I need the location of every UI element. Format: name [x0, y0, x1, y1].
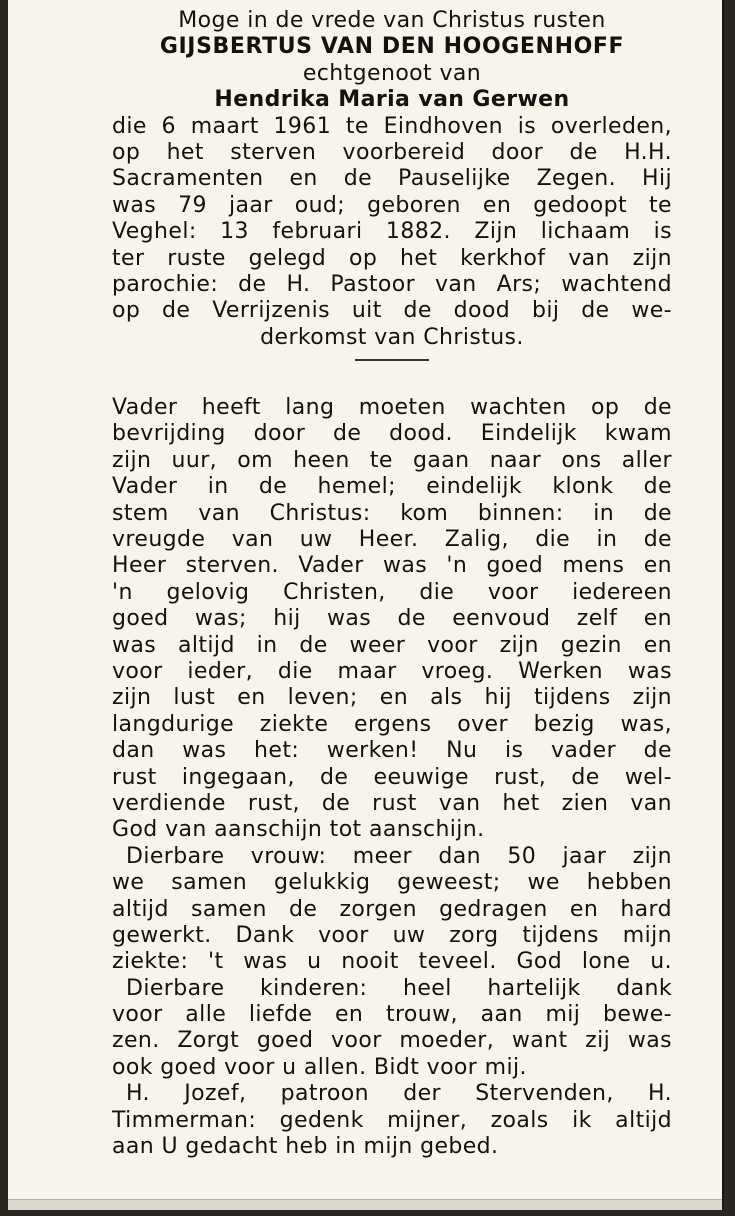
- text-line: was altijd in de weer voor zijn gezin en: [112, 632, 672, 658]
- text-line: Timmerman: gedenk mijner, zoals ik altijd: [112, 1107, 672, 1133]
- text-line: zijn lust en leven; en als hij tijdens zijn: [112, 685, 672, 711]
- text-line: vreugde van uw Heer. Zalig, die in de: [112, 527, 672, 553]
- bio-line: was 79 jaar oud; geboren en gedoopt te: [112, 192, 672, 218]
- text-line: Dierbare kinderen: heel hartelijk dank: [126, 975, 672, 1001]
- text-line: zen. Zorgt goed voor moeder, want zij was: [112, 1028, 672, 1054]
- bio-line: die 6 maart 1961 te Eindhoven is overleden,: [112, 113, 672, 139]
- bio-line: Veghel: 13 februari 1882. Zijn lichaam is: [112, 219, 672, 245]
- text-line: God van aanschijn tot aanschijn.: [112, 817, 485, 843]
- memorial-text: [112, 395, 672, 1160]
- text-line: dan was het: werken! Nu is vader de: [112, 738, 672, 764]
- bio-line: Sacramenten en de Pauselijke Zegen. Hij: [112, 166, 672, 192]
- text-line: H. Jozef, patroon der Stervenden, H.: [126, 1081, 672, 1107]
- text-line: Dierbare vrouw: meer dan 50 jaar zijn: [126, 843, 672, 869]
- text-line: gewerkt. Dank voor uw zorg tijdens mijn: [112, 922, 672, 948]
- bio-line: parochie: de H. Pastoor van Ars; wachtend: [112, 271, 672, 297]
- text-line: altijd samen de zorgen gedragen en hard: [112, 896, 672, 922]
- card-content: [112, 8, 672, 1160]
- text-line: Heer sterven. Vader was 'n goed mens en: [112, 553, 672, 579]
- memorial-card: [8, 0, 724, 1210]
- text-line: verdiende rust, de rust van het zien van: [112, 790, 672, 816]
- biography: [112, 114, 672, 352]
- text-line: ook goed voor u allen. Bidt voor mij.: [112, 1054, 527, 1080]
- text-line: bevrijding door de dood. Eindelijk kwam: [112, 421, 672, 447]
- bottom-edge: [8, 1199, 722, 1210]
- text-line: Vader in de hemel; eindelijk klonk de: [112, 474, 672, 500]
- bio-line: op de Verrijzenis uit de dood bij de we-: [112, 298, 672, 324]
- text-line: Vader heeft lang moeten wachten op de: [112, 395, 672, 421]
- deceased-name: GIJSBERTUS VAN DEN HOOGENHOFF: [159, 34, 625, 60]
- text-line: 'n gelovig Christen, die voor iedereen: [112, 579, 672, 605]
- bio-line: ter ruste gelegd op het kerkhof van zijn: [112, 245, 672, 271]
- text-line: voor alle liefde en trouw, aan mij bewe-: [112, 1002, 672, 1028]
- text-line: rust ingegaan, de eeuwige rust, de wel-: [112, 764, 672, 790]
- text-line: stem van Christus: kom binnen: in de: [112, 500, 672, 526]
- divider-rule: [355, 359, 429, 361]
- spouse-name: Hendrika Maria van Gerwen: [214, 87, 570, 113]
- text-line: ziekte: 't was u nooit teveel. God lone u.: [112, 949, 672, 975]
- relation-line: echtgenoot van: [302, 60, 482, 86]
- opening-line: Moge in de vrede van Christus rusten: [178, 8, 606, 33]
- text-line: aan U gedacht heb in mijn gebed.: [112, 1134, 499, 1160]
- text-line: langdurige ziekte ergens over bezig was,: [112, 711, 672, 737]
- text-line: voor ieder, die maar vroeg. Werken was: [112, 658, 672, 684]
- bio-last-line: derkomst van Christus.: [260, 324, 524, 350]
- bio-line: op het sterven voorbereid door de H.H.: [112, 139, 672, 165]
- text-line: zijn uur, om heen te gaan naar ons aller: [112, 447, 672, 473]
- text-line: we samen gelukkig geweest; we hebben: [112, 870, 672, 896]
- text-line: goed was; hij was de eenvoud zelf en: [112, 606, 672, 632]
